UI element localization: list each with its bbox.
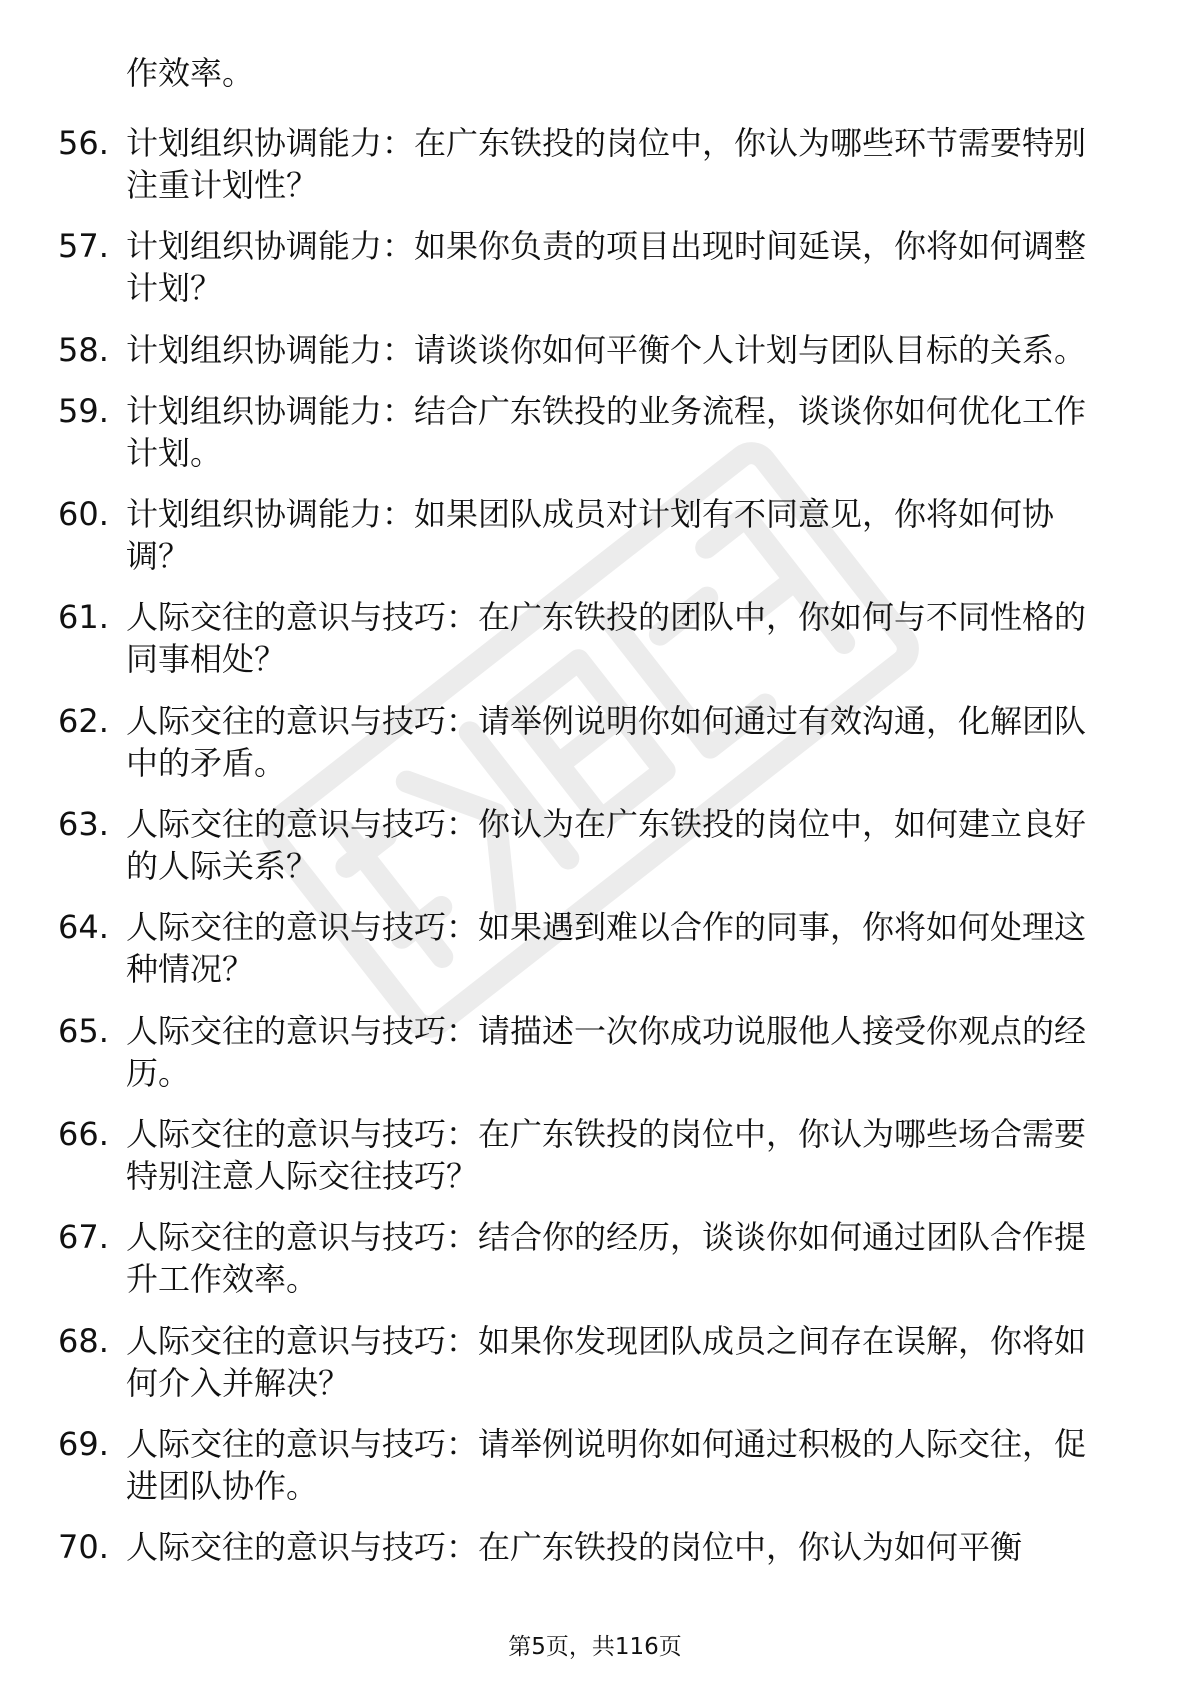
item-number: 67. <box>58 1218 109 1257</box>
item-text: 人际交往的意识与技巧：在广东铁投的团队中，你如何与不同性格的同事相处？ <box>126 598 1087 679</box>
list-item <box>58 329 1118 371</box>
list-item <box>58 122 1118 206</box>
item-number: 60. <box>58 495 109 534</box>
item-text: 人际交往的意识与技巧：请举例说明你如何通过有效沟通，化解团队中的矛盾。 <box>126 701 1087 782</box>
item-text: 人际交往的意识与技巧：你认为在广东铁投的岗位中，如何建立良好的人际关系？ <box>126 805 1087 886</box>
list-item <box>58 700 1118 784</box>
list-item <box>58 1010 1118 1094</box>
item-number: 68. <box>58 1321 109 1360</box>
item-number: 70. <box>58 1528 109 1567</box>
item-number: 65. <box>58 1011 109 1050</box>
list-item <box>58 390 1118 474</box>
item-text: 人际交往的意识与技巧：请描述一次你成功说服他人接受你观点的经历。 <box>126 1011 1087 1092</box>
question-list <box>58 52 1118 1587</box>
continued-text: 作效率。 <box>126 54 255 92</box>
item-number: 57. <box>58 227 109 266</box>
list-item <box>58 1216 1118 1300</box>
list-item <box>58 596 1118 680</box>
item-number: 61. <box>58 598 109 637</box>
item-text: 计划组织协调能力：如果你负责的项目出现时间延误，你将如何调整计划？ <box>126 227 1087 308</box>
list-item <box>58 1320 1118 1404</box>
item-number: 66. <box>58 1114 109 1153</box>
item-text: 人际交往的意识与技巧：如果遇到难以合作的同事，你将如何处理这种情况？ <box>126 908 1087 989</box>
item-number: 56. <box>58 124 109 162</box>
list-item <box>58 1423 1118 1507</box>
list-item <box>58 803 1118 887</box>
item-text: 人际交往的意识与技巧：在广东铁投的岗位中，你认为哪些场合需要特别注意人际交往技巧？ <box>126 1114 1087 1195</box>
item-text: 计划组织协调能力：请谈谈你如何平衡个人计划与团队目标的关系。 <box>126 330 1087 369</box>
list-item <box>58 225 1118 309</box>
list-item <box>58 493 1118 577</box>
item-text: 人际交往的意识与技巧：如果你发现团队成员之间存在误解，你将如何介入并解决？ <box>126 1321 1087 1402</box>
item-number: 63. <box>58 805 109 844</box>
item-number: 58. <box>58 330 109 369</box>
item-text: 人际交往的意识与技巧：结合你的经历，谈谈你如何通过团队合作提升工作效率。 <box>126 1218 1087 1299</box>
item-number: 59. <box>58 391 109 430</box>
item-text: 人际交往的意识与技巧：请举例说明你如何通过积极的人际交往，促进团队协作。 <box>126 1424 1087 1505</box>
list-item <box>58 1113 1118 1197</box>
item-text: 计划组织协调能力：在广东铁投的岗位中，你认为哪些环节需要特别注重计划性？ <box>126 124 1087 204</box>
page-footer: 第5页，共116页 <box>508 1634 682 1660</box>
item-text: 计划组织协调能力：结合广东铁投的业务流程，谈谈你如何优化工作计划。 <box>126 391 1087 472</box>
item-number: 62. <box>58 701 109 740</box>
list-item <box>58 906 1118 990</box>
item-number: 64. <box>58 908 109 947</box>
item-text: 计划组织协调能力：如果团队成员对计划有不同意见，你将如何协调？ <box>126 495 1055 576</box>
item-text: 人际交往的意识与技巧：在广东铁投的岗位中，你认为如何平衡 <box>126 1528 1023 1567</box>
item-number: 69. <box>58 1424 109 1463</box>
list-item <box>58 1526 1118 1568</box>
